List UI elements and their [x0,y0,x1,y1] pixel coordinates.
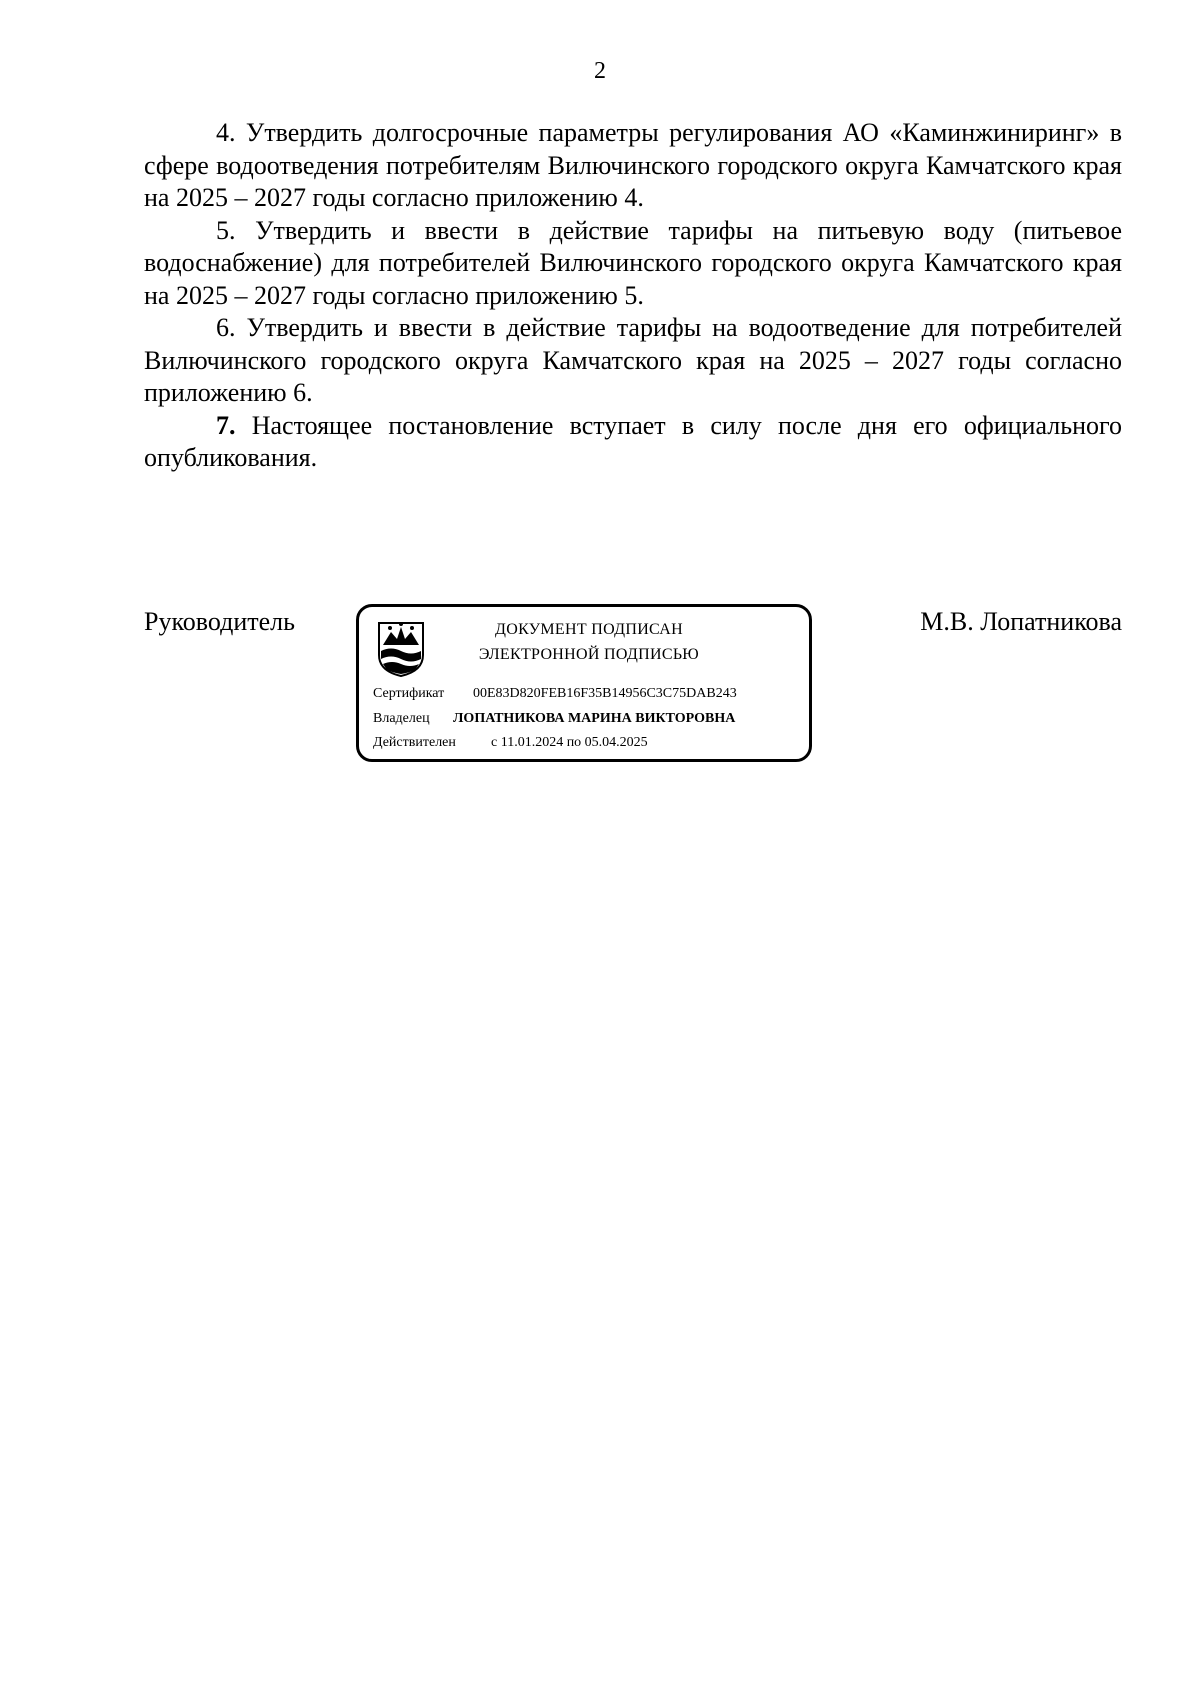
paragraph-5 [144,215,1122,313]
certificate-label: Сертификат [373,686,445,701]
paragraph-6 [144,312,1122,410]
stamp-certificate-row [373,685,737,703]
paragraph-number: 4. [216,118,236,147]
stamp-validity-row [373,734,648,752]
stamp-heading [439,617,739,667]
paragraph-text: Настоящее постановление вступает в силу после дня его официального опубликования. [144,410,1123,472]
stamp-heading-line-2: ЭЛЕКТРОННОЙ ПОДПИСЬЮ [478,646,700,663]
document-body [144,117,1122,475]
paragraph-text: Утвердить и ввести в действие тарифы на питьевую воду (питьевое водоснабжение) для потребителей Вилючинского городского округа Камчатского края на 2025 – 2027 годы согласно приложению 5. [144,215,1122,310]
validity-value: с 11.01.2024 по 05.04.2025 [491,735,648,750]
paragraph-4 [144,117,1122,215]
stamp-owner-row [373,710,735,728]
electronic-signature-stamp [356,604,812,762]
owner-value: ЛОПАТНИКОВА МАРИНА ВИКТОРОВНА [453,711,736,726]
page-number: 2 [594,58,606,84]
signer-name: М.В. Лопатникова [920,607,1122,636]
paragraph-number: 6. [216,313,236,342]
paragraph-number: 5. [216,215,236,245]
owner-label: Владелец [373,711,430,726]
certificate-value: 00E83D820FEB16F35B14956C3C75DAB243 [473,686,737,701]
stamp-heading-line-1: ДОКУМЕНТ ПОДПИСАН [495,621,683,638]
paragraph-text: Утвердить и ввести в действие тарифы на водоотведение для потребителей Вилючинского городского округа Камчатского края на 2025 – 2027 годы согласно приложению 6. [144,313,1123,407]
paragraph-text: Утвердить долгосрочные параметры регулирования АО «Каминжиниринг» в сфере водоотведения потребителям Вилючинского городского округа Камчатского края на 2025 – 2027 годы согласно приложению 4. [144,118,1123,212]
paragraph-7 [144,410,1122,475]
kamchatka-emblem-icon [375,619,427,677]
paragraph-number: 7. [216,410,236,440]
signer-title: Руководитель [144,607,295,636]
validity-label: Действителен [373,735,456,750]
